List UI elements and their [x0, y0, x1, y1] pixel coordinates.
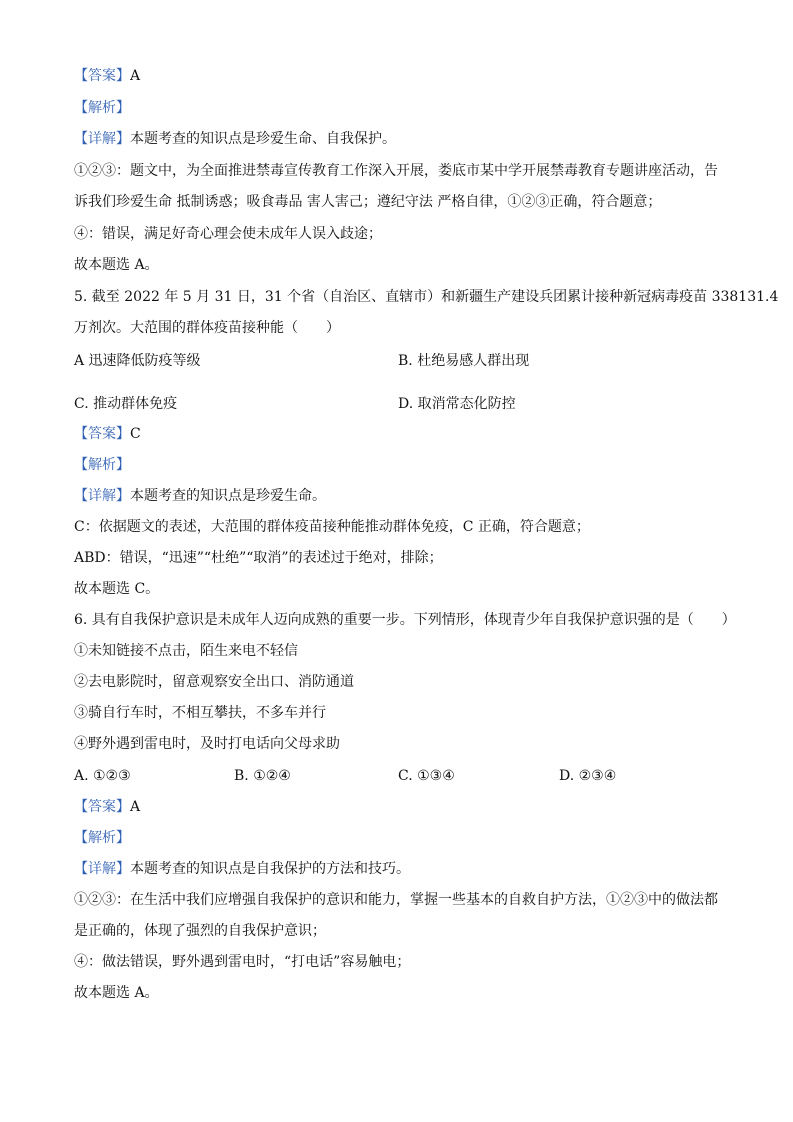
analysis-tag: 【解析】	[74, 457, 130, 473]
conclusion-line: 故本题选 C。	[74, 581, 160, 597]
paragraph-line: ABD：错误，“迅速”“杜绝”“取消”的表述过于绝对，排除；	[74, 550, 443, 566]
conclusion-line: 故本题选 A。	[74, 985, 159, 1001]
paragraph-line: ①②③：题文中，为全面推进禁毒宣传教育工作深入开展，娄底市某中学开展禁毒教育专题讲座活动，告	[74, 163, 718, 179]
conclusion-line: 故本题选 A。	[74, 257, 159, 273]
detail-line	[74, 487, 326, 505]
question-5-stem: 5. 截至 2022 年 5 月 31 日，31 个省（自治区、直辖市）和新疆生产建设兵团累计接种新冠病毒疫苗 338131.4	[74, 289, 779, 305]
answer-value: A	[130, 68, 141, 84]
q6-statement-4: ④野外遇到雷电时，及时打电话向父母求助	[74, 736, 340, 752]
answer-tag: 【答案】	[74, 426, 130, 442]
answer-tag: 【答案】	[74, 799, 130, 815]
detail-text: 本题考查的知识点是自我保护的方法和技巧。	[130, 861, 410, 877]
answer-tag: 【答案】	[74, 68, 130, 84]
q5-option-d: D. 取消常态化防控	[398, 396, 516, 412]
q6-statement-2: ②去电影院时，留意观察安全出口、消防通道	[74, 674, 354, 690]
paragraph-line: ④：错误，满足好奇心理会使未成年人误入歧途；	[74, 226, 382, 242]
paragraph-line: 是正确的，体现了强烈的自我保护意识；	[74, 923, 326, 939]
q6-statement-3: ③骑自行车时，不相互攀扶，不多车并行	[74, 705, 326, 721]
q6-option-c: C. ①③④	[398, 768, 455, 784]
question-6-stem: 6. 具有自我保护意识是未成年人迈向成熟的重要一步。下列情形，体现青少年自我保护意识强的是（ ）	[74, 612, 736, 628]
paragraph-line: ④：做法错误，野外遇到雷电时，“打电话”容易触电；	[74, 954, 411, 970]
answer-value: C	[130, 426, 141, 442]
q5-option-c: C. 推动群体免疫	[74, 396, 178, 412]
paragraph-line: ①②③：在生活中我们应增强自我保护的意识和能力，掌握一些基本的自救自护方法，①②③中的做法都	[74, 892, 718, 908]
detail-line	[74, 860, 410, 878]
paragraph-line: 诉我们珍爱生命 抵制诱惑；吸食毒品 害人害己；遵纪守法 严格自律，①②③正确，符合题意；	[74, 194, 662, 210]
q5-option-a: A 迅速降低防疫等级	[74, 353, 201, 369]
detail-text: 本题考查的知识点是珍爱生命、自我保护。	[130, 131, 396, 147]
detail-line	[74, 130, 396, 148]
q6-option-a: A. ①②③	[74, 768, 131, 784]
q6-option-b: B. ①②④	[234, 768, 291, 784]
analysis-tag: 【解析】	[74, 100, 130, 116]
detail-tag: 【详解】	[74, 861, 130, 877]
question-5-stem-cont: 万剂次。大范围的群体疫苗接种能（ ）	[74, 320, 340, 336]
detail-tag: 【详解】	[74, 131, 130, 147]
q5-option-b: B. 杜绝易感人群出现	[398, 353, 530, 369]
answer-line	[74, 425, 141, 443]
q6-statement-1: ①未知链接不点击，陌生来电不轻信	[74, 643, 298, 659]
paragraph-line: C：依据题文的表述，大范围的群体疫苗接种能推动群体免疫，C 正确，符合题意；	[74, 519, 590, 535]
answer-value: A	[130, 799, 141, 815]
q6-option-d: D. ②③④	[559, 768, 617, 784]
answer-line	[74, 67, 140, 85]
analysis-tag: 【解析】	[74, 830, 130, 846]
detail-tag: 【详解】	[74, 488, 130, 504]
detail-text: 本题考查的知识点是珍爱生命。	[130, 488, 326, 504]
answer-line	[74, 798, 140, 816]
